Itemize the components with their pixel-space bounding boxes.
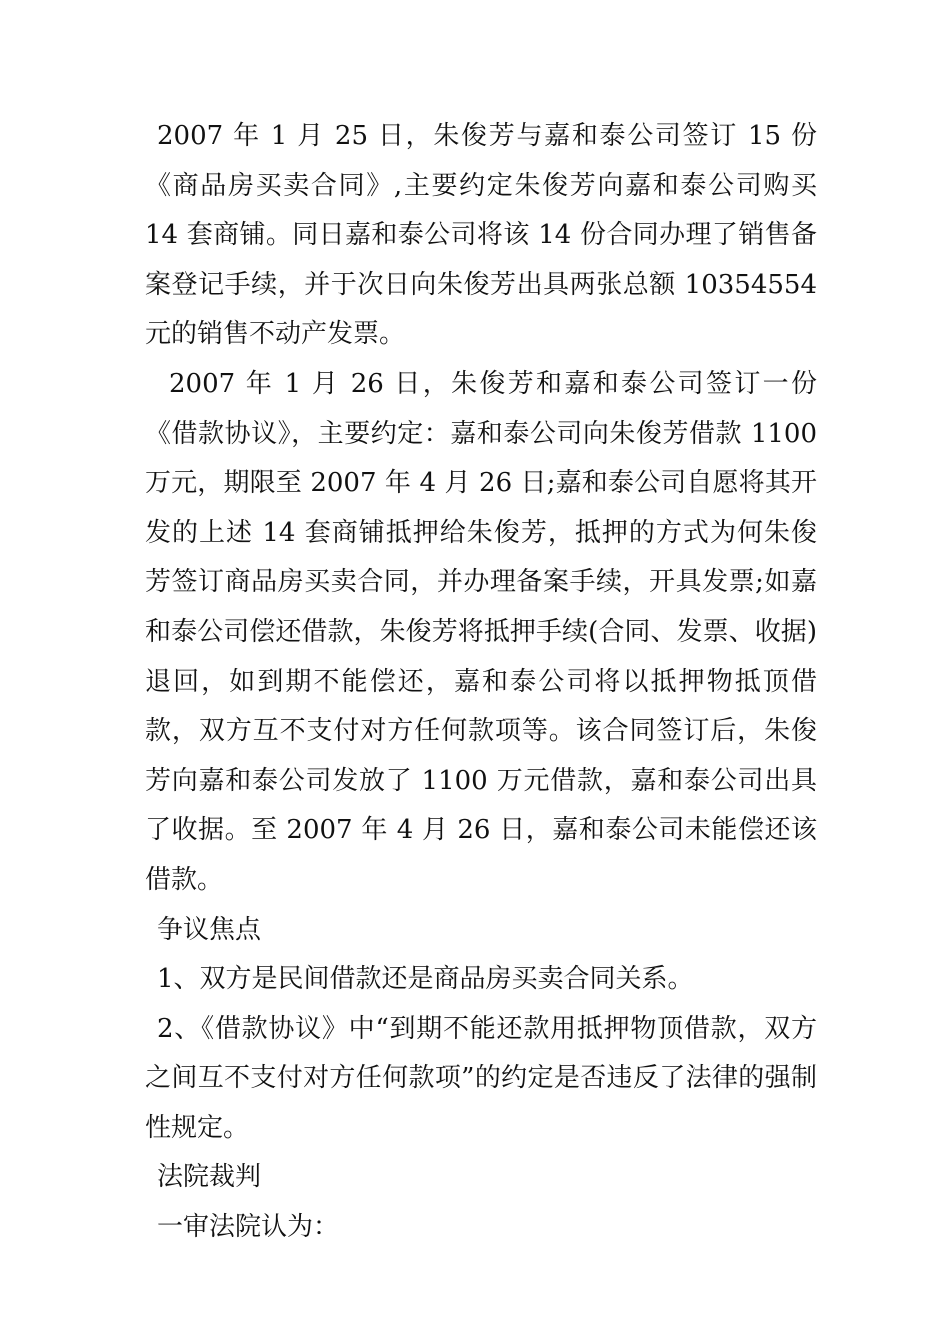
paragraph-contract-signing: 2007 年 1 月 25 日，朱俊芳与嘉和泰公司签订 15 份《商品房买卖合同》,主要约定朱俊芳向嘉和泰公司购买 14 套商铺。同日嘉和泰公司将该 14 份合同办理了销售备案登记手续，并于次日向朱俊芳出具两张总额 10354554 元的销售不动产发票。 — [145, 121, 817, 350]
dispute-point-2: 2、《借款协议》中“到期不能还款用抵押物顶借款，双方之间互不支付对方任何款项”的约定是否违反了法律的强制性规定。 — [145, 1013, 817, 1143]
heading-court-judgment: 法院裁判 — [157, 1162, 262, 1193]
document-body — [145, 112, 817, 1253]
paragraph-loan-agreement: 2007 年 1 月 26 日，朱俊芳和嘉和泰公司签订一份《借款协议》，主要约定：嘉和泰公司向朱俊芳借款 1100 万元，期限至 2007 年 4 月 26 日;嘉和泰公司自愿将其开发的上述 14 套商铺抵押给朱俊芳，抵押的方式为何朱俊芳签订商品房买卖合同，并办理备案手续，开具发票;如嘉和泰公司偿还借款，朱俊芳将抵押手续(合同、发票、收据)退回，如到期不能偿还，嘉和泰公司将以抵押物抵顶借款，双方互不支付对方任何款项等。该合同签订后，朱俊芳向嘉和泰公司发放了 1100 万元借款，嘉和泰公司出具了收据。至 2007 年 4 月 26 日，嘉和泰公司未能偿还该借款。 — [145, 368, 817, 895]
first-instance-opinion: 一审法院认为： — [157, 1212, 340, 1243]
dispute-point-1: 1、双方是民间借款还是商品房买卖合同关系。 — [157, 964, 694, 995]
heading-dispute-focus: 争议焦点 — [157, 914, 262, 945]
